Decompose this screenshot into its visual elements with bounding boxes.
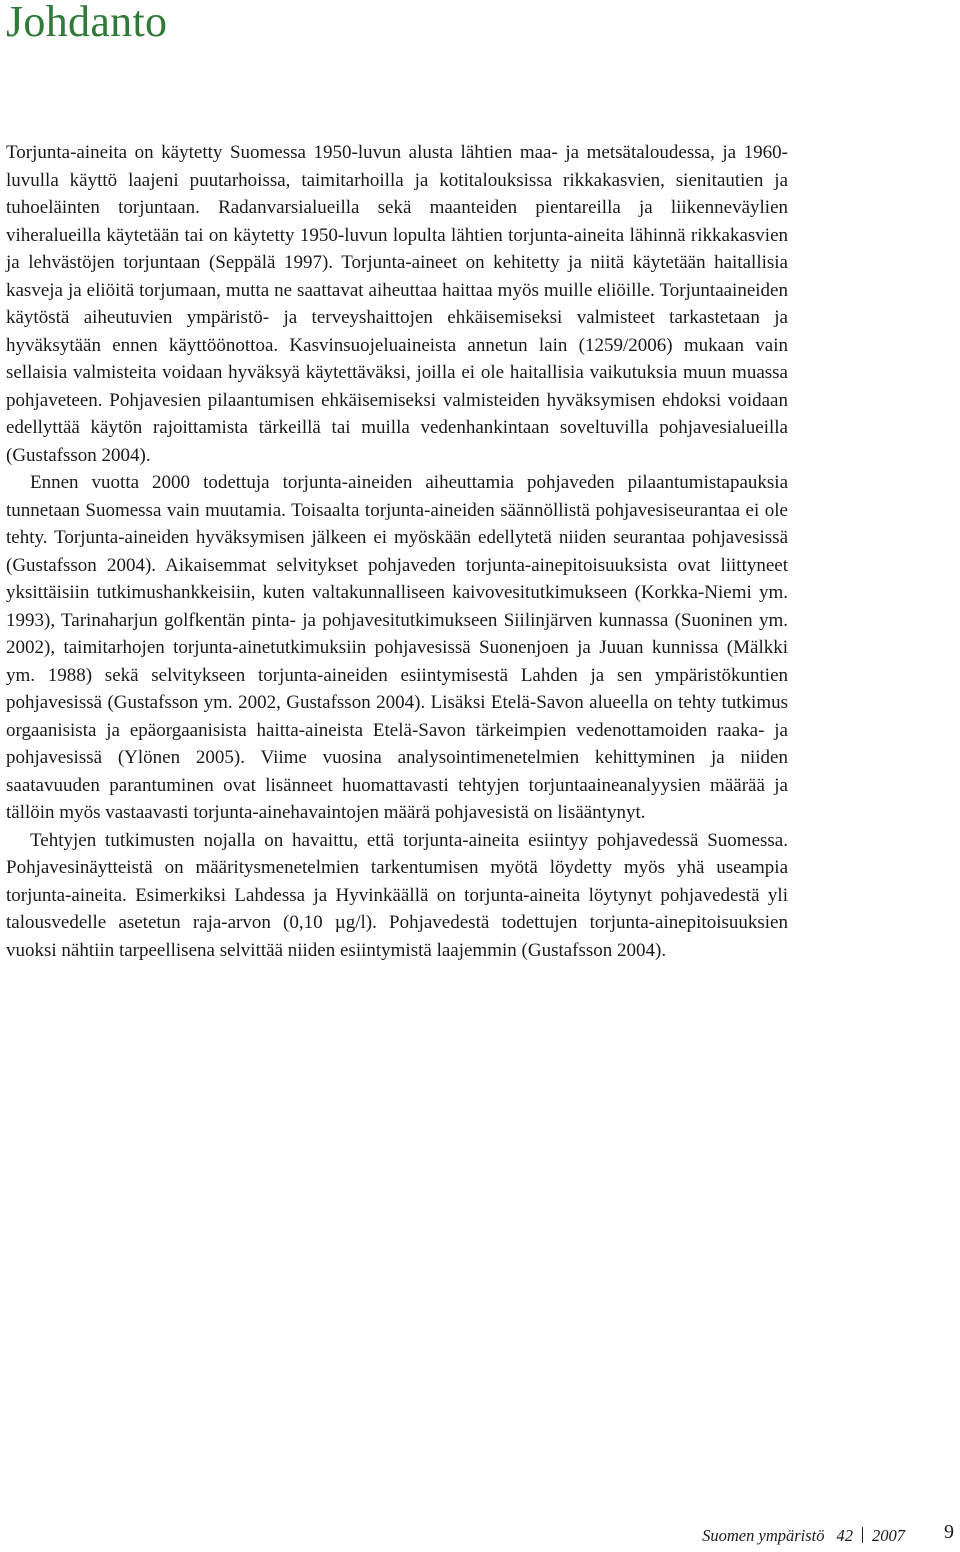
paragraph-1: Torjunta-aineita on käytetty Suomessa 1950-luvun alusta lähtien maa- ja metsätaloudessa, ja 1960-luvulla käyttö laajeni puutarhoissa, taimitarhoilla ja kotitalouksissa rikkakasvien, sienitautien ja tuhoeläinten torjuntaan. Radanvarsialueilla sekä maanteiden pientareilla ja liikenneväylien viheralueilla käytetään tai on käytetty 1950-luvun lopulta lähtien torjunta-aineita lähinnä rikkakasvien ja lehvästöjen torjuntaan (Seppälä 1997). Torjunta-aineet on kehitetty ja niitä käytetään haitallisia kasveja ja eliöitä torjumaan, mutta ne saattavat aiheuttaa haittaa myös muille eliöille. Torjuntaaineiden käytöstä aiheutuvien ympäristö- ja terveyshaittojen ehkäisemiseksi valmisteet tarkastetaan ja hyväksytään ennen käyttöönottoa. Kasvinsuojeluaineista annetun lain (1259/2006) mukaan vain sellaisia valmisteita voidaan hyväksyä käytettäväksi, joilla ei ole haitallisia vaikutuksia muun muassa pohjaveteen. Pohjavesien pilaantumisen ehkäisemiseksi valmisteiden hyväksymisen ehdoksi voidaan edellyttää käytön rajoittamista tärkeillä tai muilla vedenhankintaan soveltuvilla pohjavesialueilla (Gustafsson 2004). <box>6 142 788 466</box>
paragraph-3: Tehtyjen tutkimusten nojalla on havaittu, että torjunta-aineita esiintyy pohjavedessä Suomessa. Pohjavesinäytteistä on määritysmenetelmien tarkentumisen myötä löydetty myös yhä useampia torjunta-aineita. Esimerkiksi Lahdessa ja Hyvinkäällä on torjunta-aineita löytynyt pohjavedestä yli talousvedelle asetetun raja-arvon (0,10 µg/l). Pohjavedestä todettujen torjunta-ainepitoisuuksien vuoksi nähtiin tarpeellisena selvittää niiden esiintymistä laajemmin (Gustafsson 2004). <box>6 829 788 961</box>
page-footer <box>0 1523 960 1547</box>
footer-separator <box>862 1527 863 1543</box>
page-number: 9 <box>944 1521 954 1543</box>
body-text <box>6 139 788 964</box>
footer-year: 2007 <box>872 1526 905 1545</box>
paragraph-2: Ennen vuotta 2000 todettuja torjunta-aineiden aiheuttamia pohjaveden pilaantumistapauksia tunnetaan Suomessa vain muutamia. Toisaalta torjunta-aineiden säännöllistä pohjavesiseurantaa ei ole tehty. Torjunta-aineiden hyväksymisen jälkeen ei myöskään edellytetä niiden seurantaa pohjavesissä (Gustafsson 2004). Aikaisemmat selvitykset pohjaveden torjunta-ainepitoisuuksista ovat liittyneet yksittäisiin tutkimushankkeisiin, kuten valtakunnalliseen kaivovesitutkimukseen (Korkka-Niemi ym. 1993), Tarinaharjun golfkentän pinta- ja pohjavesitutkimukseen Siilinjärven kunnassa (Suoninen ym. 2002), taimitarhojen torjunta-ainetutkimuksiin pohjavesissä Suonenjoen ja Juuan kunnissa (Mälkki ym. 1988) sekä selvitykseen torjunta-aineiden esiintymisestä Lahden ja sen ympäristökuntien pohjavesissä (Gustafsson ym. 2002, Gustafsson 2004). Lisäksi Etelä-Savon alueella on tehty tutkimus orgaanisista ja epäorgaanisista haitta-aineista Etelä-Savon tärkeimpien vedenottamoiden raaka- ja pohjavesissä (Ylönen 2005). Viime vuosina analysointimenetelmien kehittyminen ja niiden saatavuuden parantuminen ovat lisänneet huomattavasti tehtyjen torjuntaaineanalyysien määrää ja tällöin myös vastaavasti torjunta-ainehavaintojen määrä pohjavesistä on lisääntynyt. <box>6 472 788 823</box>
footer-publication-info <box>702 1526 905 1546</box>
footer-publication-name: Suomen ympäristö <box>702 1526 825 1545</box>
footer-issue: 42 <box>836 1526 853 1545</box>
section-heading: Johdanto <box>6 0 168 46</box>
